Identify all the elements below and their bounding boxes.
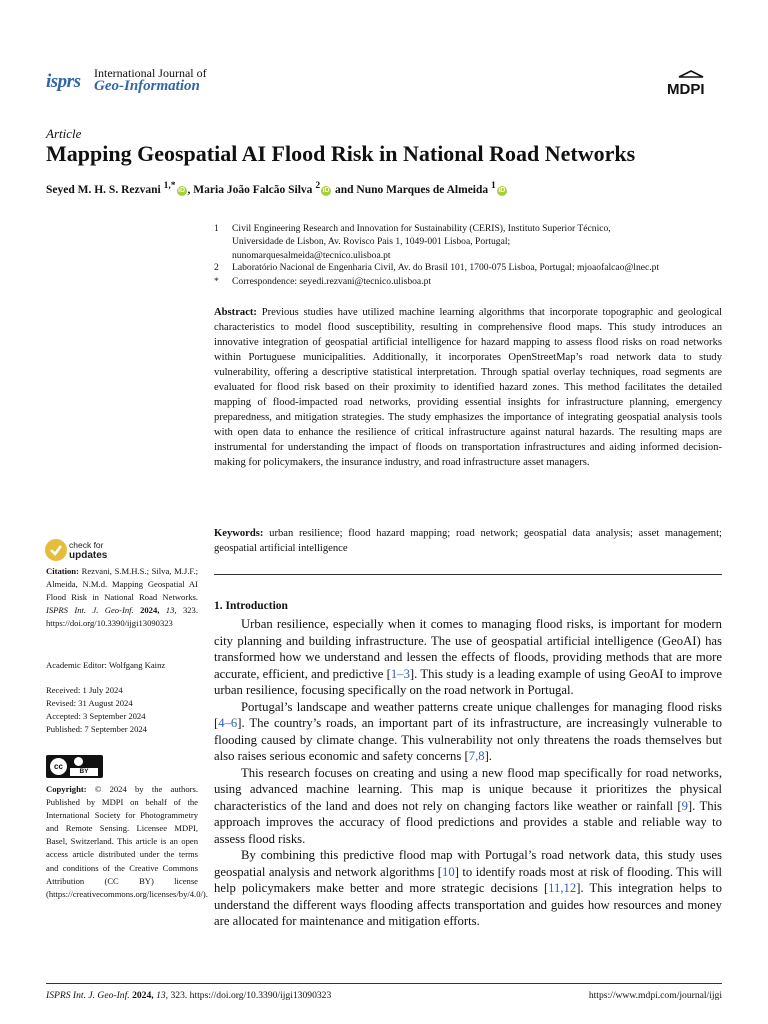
cc-by-license-icon[interactable] [46,755,103,778]
author-affiliation-mark: 2 [315,180,321,191]
abstract-text: Previous studies have utilized machine learning algorithms that incorporate topographic and geological characteristics to model flood susceptibility, resulting in comprehensive flood maps. This study introduces an innovative integration of geospatial artificial intelligence for hazard mapping to assess flood risks on road networks within Portuguese municipalities. Additionally, it incorporates OpenStreetMap’s road network data to study vulnerability, offering a descriptive statistical interpretation. Through spatial overlay techniques, road segments are evaluated for flood risk based on their proximity to identified hazard zones. This method facilitates the detailed mapping of flood-impacted road networks, providing essential insights for infrastructure planning, emergency preparedness, and mitigation strategies. The study emphasizes the importance of integrating geospatial analysis tools with open data to enhance the resilience of critical infrastructure against natural hazards. The resulting maps are instrumental for understanding the impact of floods on transportation infrastructures and aiding informed decision-making for policymakers, the insurance industry, and road infrastructure asset managers. [214,307,722,469]
by-icon-text: BY [70,768,98,776]
citation-year: 2024, [140,605,160,616]
affiliation-line: Civil Engineering Research and Innovation for Sustainability (CERIS), Instituto Superior Técnico, [232,223,611,234]
citation-link[interactable]: 4–6 [218,716,238,730]
citation-journal: ISPRS Int. J. Geo-Inf. [46,605,134,616]
check-for-updates-icon[interactable] [45,539,67,561]
affiliation-line: Universidade de Lisbon, Av. Rovisco Pais 1, 1049-001 Lisboa, Portugal; [232,236,511,248]
footer-citation [46,990,331,1001]
copyright-label: Copyright: [46,784,87,794]
section-divider [214,574,722,575]
text-run: ]. [484,749,492,763]
affiliation-mark: 2 [214,262,219,273]
citation-link[interactable]: 11,12 [548,881,577,895]
author-affiliation-mark: 1,* [163,180,176,191]
citation-label: Citation: [46,566,79,576]
footer-journal: ISPRS Int. J. Geo-Inf. [46,990,130,1001]
orcid-icon[interactable]: iD [498,186,506,194]
abstract-label: Abstract: [214,307,257,318]
keywords-label: Keywords: [214,528,264,539]
affiliation-email[interactable]: nunomarquesalmeida@tecnico.ulisboa.pt [232,249,391,261]
author-name[interactable]: Nuno Marques de Almeida [356,183,489,196]
person-icon [74,757,83,766]
affiliation-mark: 1 [214,223,219,234]
paragraph [214,699,722,765]
author-affiliation-mark: 1 [491,180,496,191]
citation-doi[interactable]: 323. https://doi.org/10.3390/ijgi13090323 [46,605,198,629]
introduction-body [214,616,722,930]
orcid-icon[interactable]: iD [322,186,330,194]
text-run: ]. This study is a leading example of using GeoAI to improve urban resilience, focusing specifically on the road network in Portugal. [214,666,722,697]
text-run: ]. This approach improves the accuracy of flood predictions and provides a stable and reliable way to assess flood risks. [214,798,722,846]
text-run: ]. This integration helps to understand the different ways flooding affects transportation and guides how resources and money are allocated for maintenance and mitigation efforts. [214,881,722,928]
copyright-text: © 2024 by the authors. Published by MDPI on behalf of the International Society for Photogrammetry and Remote Sensing. Licensee MDPI, Basel, Switzerland. This article is an open access article distributed under the terms and conditions of the Creative Commons Attribution (CC BY) license (https://creativecommons.org/licenses/by/4.0/). [46,784,208,899]
text-run: This research focuses on creating and using a new flood map specifically for road networks, using advanced machine learning. This map is unique because it prioritizes the physical characteristics of the land and does not rely on changing factors like weather or rainfall [ [214,765,722,813]
footer-volume: 13, [156,990,169,1001]
text-run: Portugal’s landscape and weather patterns create unique challenges for managing flood risks [ [214,699,722,730]
accepted-date: Accepted: 3 September 2024 [46,711,146,722]
keywords [214,526,722,556]
footer-doi[interactable]: 323. https://doi.org/10.3390/ijgi13090323 [170,990,332,1001]
journal-logo: isprs [46,71,81,92]
copyright-block [46,783,208,901]
article-type: Article [46,126,82,141]
author-list: Seyed M. H. S. Rezvani $^{1,*}$ iD , Maria João Falcão Silva $^2$ iD and Nuno Marques de Almeida $^1$ iD [46,180,506,196]
citation-volume: 13, [165,605,177,616]
citation-link[interactable]: 1–3 [390,666,410,681]
citation-link[interactable]: 9 [681,798,688,813]
text-run: ]. The country’s roads, an important part of its infrastructure, are increasingly vulnerable to flooding caused by climate change. This vulnerability not only threatens the roads themselves but also raises serious economic and safety concerns [ [214,716,722,763]
author-name[interactable]: Seyed M. H. S. Rezvani [46,183,161,196]
citation-block [46,565,198,630]
paragraph [214,765,722,848]
text-run: ] to identify roads most at risk of flooding. This will help policymakers make better and more strategic decisions [ [214,864,723,895]
abstract [214,305,722,471]
text-run: By combining this predictive flood map with Portugal’s road network data, this study uses geospatial analysis and network algorithms [ [214,848,722,879]
check-line1: check for [69,540,104,550]
journal-name-line2: Geo-Information [94,78,200,94]
footer-divider [46,983,722,984]
author-name[interactable]: Maria João Falcão Silva [193,183,313,196]
affiliation-2: Laboratório Nacional de Engenharia Civil, Av. do Brasil 101, 1700-075 Lisboa, Portugal; mjoaofalcao@lnec.pt [232,262,660,273]
citation-link[interactable]: 7,8 [468,749,485,763]
footer-year: 2024, [132,990,154,1001]
published-date: Published: 7 September 2024 [46,724,147,735]
check-for-updates-button[interactable] [69,541,107,560]
mdpi-logo [665,70,717,100]
citation-link[interactable]: 10 [442,864,455,879]
dates-block [46,684,198,736]
affiliation-mark: * [214,276,219,287]
academic-editor: Academic Editor: Wolfgang Kainz [46,660,166,670]
mdpi-logo-text: MDPI [667,81,705,98]
paragraph [214,616,722,699]
author-connector: and [334,183,354,196]
paper-title: Mapping Geospatial AI Flood Risk in National Road Networks [46,141,636,166]
cc-icon-text: cc [50,758,67,775]
orcid-icon[interactable]: iD [178,186,186,194]
keywords-text: urban resilience; flood hazard mapping; road network; geospatial data analysis; asset management; geospatial artificial intelligence [214,528,722,554]
affiliation-1 [232,222,722,262]
journal-name-line1: International Journal of [94,66,207,80]
revised-date: Revised: 31 August 2024 [46,698,133,709]
check-line2: updates [69,549,108,561]
received-date: Received: 1 July 2024 [46,685,123,695]
section-heading: 1. Introduction [214,600,288,612]
citation-text: Rezvani, S.M.H.S.; Silva, M.J.F.; Almeida, N.M.d. Mapping Geospatial AI Flood Risk in National Road Networks. [46,566,198,603]
text-run: Urban resilience, especially when it comes to managing flood risks, is important for modern city planning and building infrastructure. The use of geospatial artificial intelligence (GeoAI) has transformed how we understand and lessen the effects of floods, providing methods that are more accurate, efficient, and predictive [ [214,617,722,681]
footer-journal-url[interactable]: https://www.mdpi.com/journal/ijgi [588,990,722,1001]
correspondence: Correspondence: seyedi.rezvani@tecnico.ulisboa.pt [232,276,432,287]
paragraph [214,847,722,930]
